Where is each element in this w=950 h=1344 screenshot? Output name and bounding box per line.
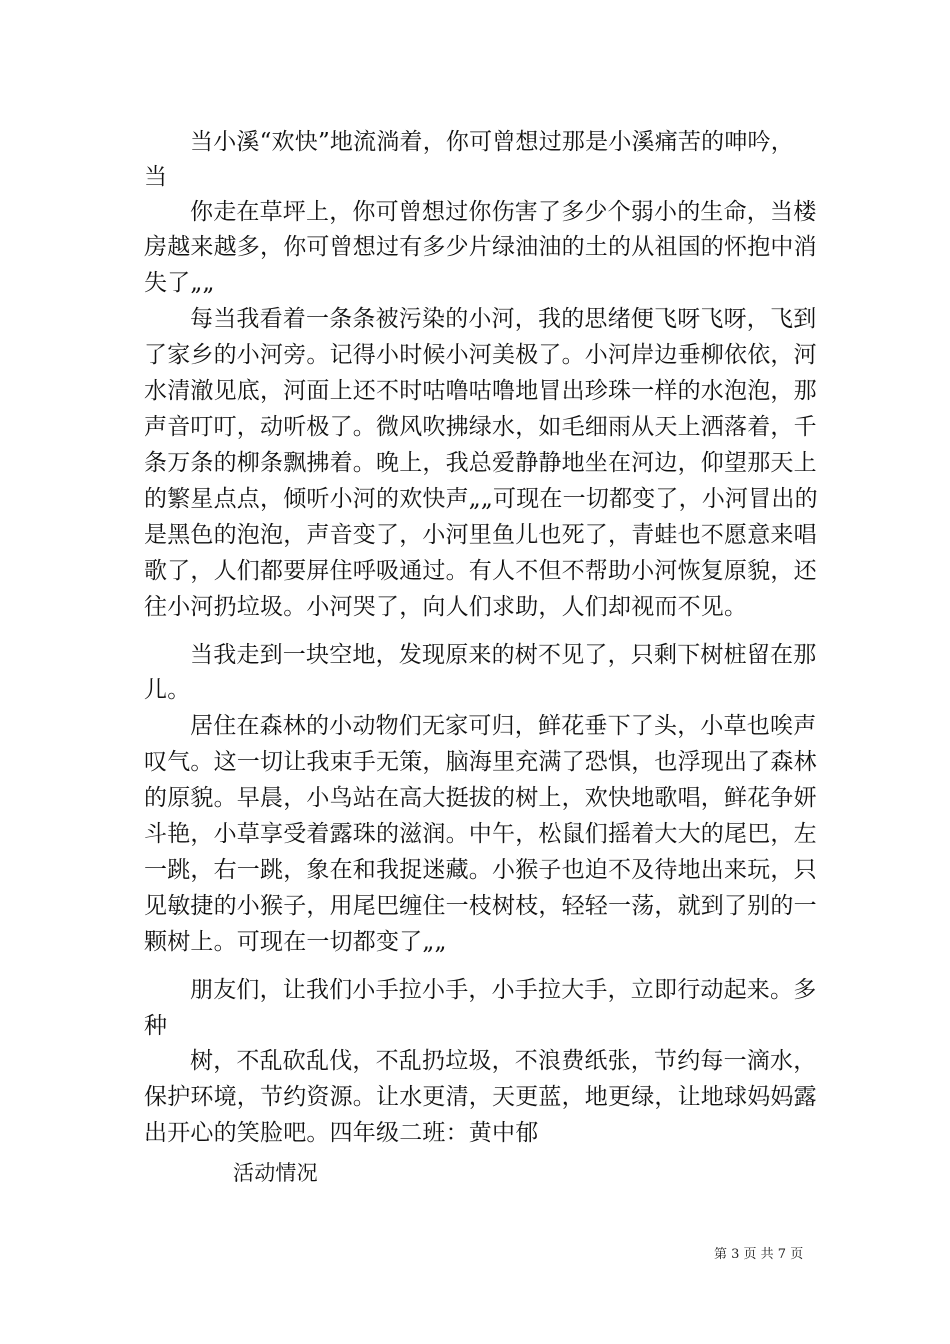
text-line: 是黑色的泡泡，声音变了，小河里鱼儿也死了，青蛙也不愿意来唱 — [144, 522, 817, 548]
text-line: 见敏捷的小猴子，用尾巴缠住一枝树枝，轻轻一荡，就到了别的一 — [144, 893, 817, 919]
text-line: 种 — [144, 1013, 168, 1039]
text-line: 居住在森林的小动物们无家可归，鲜花垂下了头，小草也唉声 — [190, 713, 817, 739]
text-line: 了家乡的小河旁。记得小时候小河美极了。小河岸边垂柳依依，河 — [144, 342, 817, 368]
text-line: 的繁星点点，倾听小河的欢快声„„可现在一切都变了，小河冒出的 — [144, 486, 818, 512]
text-line: 颗树上。可现在一切都变了„„ — [144, 929, 447, 955]
text-line: 条万条的柳条飘拂着。晚上，我总爱静静地坐在河边，仰望那天上 — [144, 450, 817, 476]
text-line: 当我走到一块空地，发现原来的树不见了，只剩下树桩留在那 — [190, 642, 817, 668]
section-heading: 活动情况 — [233, 1161, 318, 1185]
text-line: 失了„„ — [144, 270, 215, 296]
text-line: 儿。 — [144, 677, 191, 703]
text-line: 歌了，人们都要屏住呼吸通过。有人不但不帮助小河恢复原貌，还 — [144, 558, 817, 584]
text-line: 往小河扔垃圾。小河哭了，向人们求助，人们却视而不见。 — [144, 594, 748, 620]
text-line: 水清澈见底，河面上还不时咕噜咕噜地冒出珍珠一样的水泡泡，那 — [144, 378, 817, 404]
text-line: 一跳，右一跳，象在和我捉迷藏。小猴子也迫不及待地出来玩，只 — [144, 857, 817, 883]
text-line: 房越来越多，你可曾想过有多少片绿油油的土的从祖国的怀抱中消 — [144, 234, 817, 260]
text-line: 朋友们，让我们小手拉小手，小手拉大手，立即行动起来。多 — [190, 977, 817, 1003]
text-line: 叹气。这一切让我束手无策，脑海里充满了恐惧，也浮现出了森林 — [144, 749, 817, 775]
text-line: 每当我看着一条条被污染的小河，我的思绪便飞呀飞呀，飞到 — [190, 306, 817, 332]
text-line: 声音叮叮，动听极了。微风吹拂绿水，如毛细雨从天上洒落着，千 — [144, 414, 817, 440]
text-line: 出开心的笑脸吧。四年级二班：黄中郁 — [144, 1120, 539, 1146]
text-line: 当 — [144, 164, 168, 190]
text-line: 保护环境，节约资源。让水更清，天更蓝，地更绿，让地球妈妈露 — [144, 1084, 817, 1110]
text-line: 你走在草坪上，你可曾想过你伤害了多少个弱小的生命，当楼 — [190, 199, 817, 225]
text-line: 树，不乱砍乱伐，不乱扔垃圾，不浪费纸张，节约每一滴水， — [190, 1048, 817, 1074]
text-line: 斗艳，小草享受着露珠的滋润。中午，松鼠们摇着大大的尾巴，左 — [144, 821, 817, 847]
text-line: 的原貌。早晨，小鸟站在高大挺拔的树上，欢快地歌唱，鲜花争妍 — [144, 785, 817, 811]
page-number-footer: 第 3 页 共 7 页 — [714, 1247, 804, 1262]
text-line: 当小溪“欢快”地流淌着，你可曾想过那是小溪痛苦的呻吟， — [190, 129, 794, 155]
